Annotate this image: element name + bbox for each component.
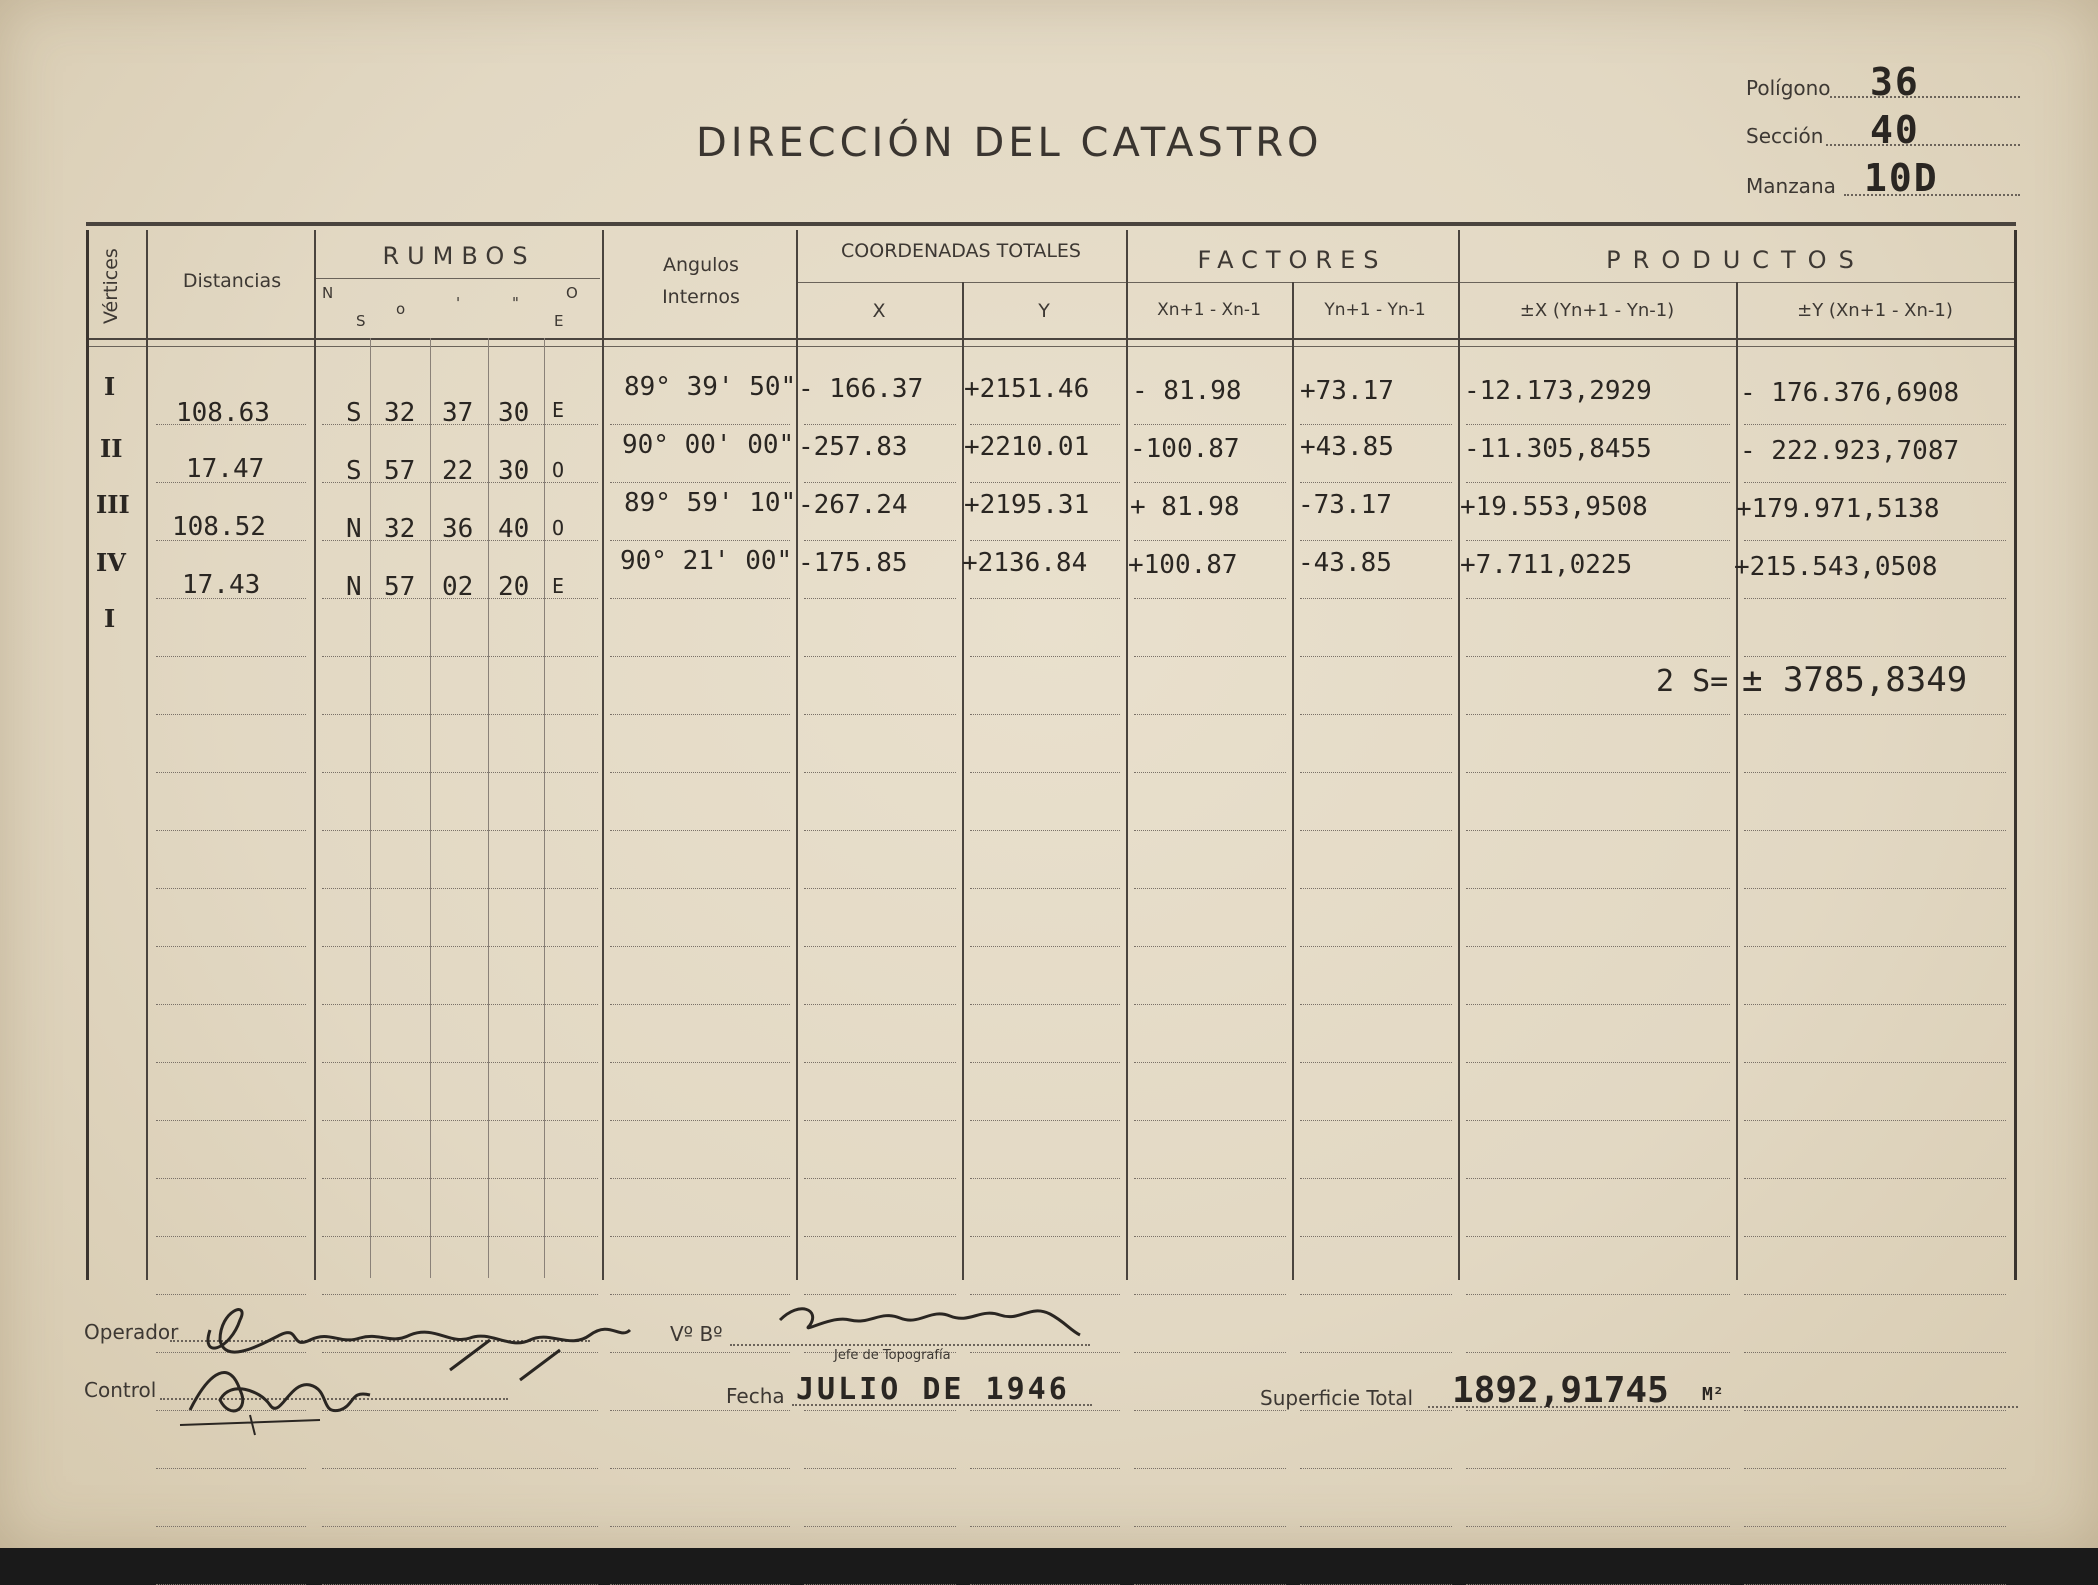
ruling-line: [804, 1004, 956, 1005]
ruling-line: [322, 482, 598, 483]
ruling-line: [1744, 888, 2006, 889]
ruling-line: [1466, 424, 1730, 425]
ruling-line: [610, 1178, 790, 1179]
ruling-line: [1300, 1468, 1452, 1469]
jefe-signature: [770, 1290, 1090, 1360]
row-4-px: +7.711,0225: [1460, 550, 1633, 580]
ruling-line: [1134, 714, 1286, 715]
ruling-line: [1134, 482, 1286, 483]
ruling-line: [1744, 656, 2006, 657]
sum-label: 2 S=: [1656, 664, 1729, 699]
ruling-line: [970, 1236, 1120, 1237]
ruling-line: [1134, 946, 1286, 947]
ruling-line: [1744, 1468, 2006, 1469]
ruling-line: [156, 482, 306, 483]
ruling-line: [1134, 540, 1286, 541]
header-distancias: Distancias: [182, 270, 282, 292]
ruling-line: [610, 1236, 790, 1237]
ruling-line: [1134, 1062, 1286, 1063]
ruling-line: [1134, 1468, 1286, 1469]
ruling-line: [970, 598, 1120, 599]
ruling-line: [1300, 830, 1452, 831]
operador-label: Operador: [84, 1320, 179, 1344]
header-bottom-line: [86, 338, 2016, 340]
ruling-line: [1134, 1352, 1286, 1353]
fecha-value: JULIO DE 1946: [796, 1372, 1070, 1407]
ruling-line: [804, 1236, 956, 1237]
ruling-line: [970, 888, 1120, 889]
header-coordenadas: COORDENADAS TOTALES: [841, 240, 1081, 262]
row-4-y: +2136.84: [962, 548, 1088, 578]
col-border-factores: [1458, 230, 1460, 1280]
rumbo-1-ns: S: [346, 398, 362, 428]
rumbo-3-min: 36: [442, 514, 474, 544]
ruling-line: [156, 1178, 306, 1179]
header-productos: PRODUCTOS: [1606, 246, 1866, 274]
ruling-line: [1466, 656, 1730, 657]
ruling-line: [1466, 946, 1730, 947]
ruling-line: [1466, 1352, 1730, 1353]
ruling-line: [1466, 540, 1730, 541]
ruling-line: [804, 540, 956, 541]
col-border-distancias: [314, 230, 316, 1280]
col-border-vertices: [146, 230, 148, 1280]
ruling-line: [610, 1468, 790, 1469]
ruling-line: [1300, 1294, 1452, 1295]
ruling-line: [322, 656, 598, 657]
row-3-px: +19.553,9508: [1460, 492, 1648, 522]
row-4-angle: 90° 21' 00": [620, 546, 793, 576]
ruling-line: [322, 714, 598, 715]
ruling-line: [1744, 714, 2006, 715]
col-border-coord: [1126, 230, 1128, 1280]
row-2-angle: 90° 00' 00": [622, 430, 795, 460]
row-1-py: - 176.376,6908: [1740, 378, 1960, 408]
ruling-line: [610, 946, 790, 947]
ruling-line: [970, 540, 1120, 541]
ruling-line: [1300, 1120, 1452, 1121]
rumbo-2-deg: 57: [384, 456, 416, 486]
ruling-line: [970, 482, 1120, 483]
ruling-line: [1300, 482, 1452, 483]
seccion-line: [1826, 144, 2020, 146]
ruling-line: [1744, 1004, 2006, 1005]
ruling-line: [322, 772, 598, 773]
header-coord-y: Y: [1038, 300, 1050, 322]
row-2-y: +2210.01: [964, 432, 1090, 462]
ruling-line: [804, 830, 956, 831]
ruling-line: [1466, 714, 1730, 715]
ruling-line: [1300, 1004, 1452, 1005]
seccion-label: Sección: [1746, 124, 1824, 148]
ruling-line: [610, 656, 790, 657]
ruling-line: [1134, 888, 1286, 889]
ruling-line: [322, 1526, 598, 1527]
ruling-line: [970, 1526, 1120, 1527]
ruling-line: [156, 946, 306, 947]
ruling-line: [1300, 772, 1452, 773]
row-2-px: -11.305,8455: [1464, 434, 1652, 464]
ruling-line: [804, 772, 956, 773]
ruling-line: [1466, 1294, 1730, 1295]
rumbo-1-deg: 32: [384, 398, 416, 428]
header-factor-x: Xn+1 - Xn-1: [1157, 300, 1261, 320]
ruling-line: [1134, 1526, 1286, 1527]
header-prod-x: ±X (Yn+1 - Yn-1): [1519, 300, 1675, 321]
col-border-right: [2014, 230, 2017, 1280]
rumbo-3-ns: N: [346, 514, 362, 544]
ruling-line: [970, 1468, 1120, 1469]
ruling-line: [1134, 1294, 1286, 1295]
ruling-line: [610, 772, 790, 773]
ruling-line: [1744, 482, 2006, 483]
ruling-line: [1134, 598, 1286, 599]
ruling-line: [1300, 424, 1452, 425]
distance-1: 108.63: [176, 398, 270, 428]
row-4-fx: +100.87: [1128, 550, 1238, 580]
sum-value: ± 3785,8349: [1742, 660, 1968, 700]
control-label: Control: [84, 1378, 157, 1402]
col-border-deg: [430, 338, 431, 1278]
ruling-line: [1744, 1062, 2006, 1063]
header-angulos-2: Internos: [662, 286, 740, 308]
ruling-line: [1300, 540, 1452, 541]
poligono-value: 36: [1870, 60, 1920, 104]
ruling-line: [156, 772, 306, 773]
ruling-line: [1300, 598, 1452, 599]
ruling-line: [1300, 946, 1452, 947]
ruling-line: [1300, 1178, 1452, 1179]
ruling-line: [1466, 830, 1730, 831]
ruling-line: [1300, 656, 1452, 657]
ruling-line: [610, 540, 790, 541]
ruling-line: [970, 424, 1120, 425]
rumbos-s: S: [356, 312, 366, 330]
ruling-line: [804, 424, 956, 425]
ruling-line: [322, 1062, 598, 1063]
rumbo-3-sec: 40: [498, 514, 530, 544]
row-1-x: - 166.37: [798, 374, 924, 404]
vertex-5: I: [104, 604, 116, 633]
ruling-line: [1134, 772, 1286, 773]
ruling-line: [156, 1120, 306, 1121]
ruling-line: [1134, 1236, 1286, 1237]
row-4-fy: -43.85: [1298, 548, 1392, 578]
ruling-line: [970, 946, 1120, 947]
ruling-line: [1744, 830, 2006, 831]
rumbo-3-oe: O: [552, 516, 565, 540]
ruling-line: [156, 1062, 306, 1063]
row-2-fx: -100.87: [1130, 434, 1240, 464]
control-signature: [170, 1350, 390, 1440]
ruling-line: [156, 598, 306, 599]
vobo-label: Vº Bº: [670, 1322, 723, 1346]
poligono-line: [1830, 96, 2020, 98]
ruling-line: [1466, 1178, 1730, 1179]
ruling-line: [322, 1236, 598, 1237]
ruling-line: [804, 1062, 956, 1063]
ruling-line: [970, 830, 1120, 831]
rumbo-4-sec: 20: [498, 572, 530, 602]
ruling-line: [970, 1004, 1120, 1005]
ruling-line: [156, 656, 306, 657]
ruling-line: [804, 888, 956, 889]
ruling-line: [1134, 656, 1286, 657]
ruling-line: [322, 888, 598, 889]
header-angulos-1: Angulos: [663, 254, 739, 276]
ruling-line: [1466, 1004, 1730, 1005]
row-1-px: -12.173,2929: [1464, 376, 1652, 406]
subheader-line: [796, 282, 2016, 283]
ruling-line: [1744, 540, 2006, 541]
ruling-line: [156, 714, 306, 715]
ruling-line: [322, 830, 598, 831]
ruling-line: [804, 1468, 956, 1469]
ruling-line: [1466, 1062, 1730, 1063]
rumbo-4-oe: E: [552, 574, 565, 598]
ruling-line: [804, 482, 956, 483]
ruling-line: [322, 598, 598, 599]
row-3-x: -267.24: [798, 490, 908, 520]
row-1-fy: +73.17: [1300, 376, 1394, 406]
ruling-line: [1134, 1120, 1286, 1121]
jefe-label: Jefe de Topografía: [834, 1348, 951, 1363]
row-3-fy: -73.17: [1298, 490, 1392, 520]
ruling-line: [322, 540, 598, 541]
ruling-line: [1466, 482, 1730, 483]
ruling-line: [1300, 1352, 1452, 1353]
row-1-y: +2151.46: [964, 374, 1090, 404]
ruling-line: [1744, 1120, 2006, 1121]
row-3-py: +179.971,5138: [1736, 494, 1940, 524]
header-rumbos: RUMBOS: [382, 242, 536, 270]
ruling-line: [156, 1236, 306, 1237]
distance-2: 17.47: [186, 454, 265, 484]
ruling-line: [1134, 1410, 1286, 1411]
ruling-line: [970, 1120, 1120, 1121]
distance-4: 17.43: [182, 570, 261, 600]
vertex-2: II: [100, 434, 123, 463]
ruling-line: [156, 540, 306, 541]
ruling-line: [1300, 1410, 1452, 1411]
ruling-line: [610, 1062, 790, 1063]
col-border-px: [1736, 282, 1738, 1280]
rumbos-o: O: [566, 284, 578, 302]
ruling-line: [1744, 424, 2006, 425]
seccion-value: 40: [1870, 108, 1920, 152]
rumbo-4-ns: N: [346, 572, 362, 602]
ruling-line: [804, 714, 956, 715]
ruling-line: [156, 1468, 306, 1469]
col-border-rumbos: [602, 230, 604, 1280]
ruling-line: [610, 1120, 790, 1121]
header-factor-y: Yn+1 - Yn-1: [1324, 300, 1426, 320]
rumbo-2-oe: O: [552, 458, 565, 482]
ruling-line: [1744, 598, 2006, 599]
header-vertices: Vértices: [100, 248, 122, 324]
ruling-line: [156, 424, 306, 425]
col-border-min: [488, 338, 489, 1278]
rumbo-1-sec: 30: [498, 398, 530, 428]
ruling-line: [970, 1178, 1120, 1179]
ruling-line: [804, 656, 956, 657]
poligono-label: Polígono: [1746, 76, 1831, 100]
ruling-line: [610, 830, 790, 831]
fecha-label: Fecha: [726, 1384, 785, 1408]
rumbos-sub-line: [316, 278, 600, 279]
row-3-y: +2195.31: [964, 490, 1090, 520]
ruling-line: [322, 1468, 598, 1469]
ruling-line: [1300, 888, 1452, 889]
rumbo-2-ns: S: [346, 456, 362, 486]
rumbo-3-deg: 32: [384, 514, 416, 544]
ruling-line: [1300, 714, 1452, 715]
distance-3: 108.52: [172, 512, 266, 542]
ruling-line: [610, 714, 790, 715]
rumbo-1-oe: E: [552, 398, 565, 422]
row-2-py: - 222.923,7087: [1740, 436, 1960, 466]
ruling-line: [322, 1178, 598, 1179]
header-prod-y: ±Y (Xn+1 - Xn-1): [1797, 300, 1953, 321]
ruling-line: [970, 772, 1120, 773]
rumbo-2-sec: 30: [498, 456, 530, 486]
manzana-value: 10D: [1864, 156, 1939, 200]
rumbo-1-min: 37: [442, 398, 474, 428]
vertex-1: I: [104, 372, 116, 401]
document-title: DIRECCIÓN DEL CATASTRO: [696, 120, 1323, 166]
ruling-line: [970, 714, 1120, 715]
ruling-line: [1744, 1236, 2006, 1237]
ruling-line: [610, 482, 790, 483]
ruling-line: [1466, 888, 1730, 889]
ruling-line: [804, 1526, 956, 1527]
ruling-line: [1466, 1468, 1730, 1469]
ruling-line: [1134, 424, 1286, 425]
ruling-line: [1466, 1526, 1730, 1527]
row-3-angle: 89° 59' 10": [624, 488, 797, 518]
ruling-line: [970, 1062, 1120, 1063]
ruling-line: [156, 1526, 306, 1527]
ruling-line: [1744, 946, 2006, 947]
ruling-line: [610, 888, 790, 889]
ruling-line: [1300, 1236, 1452, 1237]
ruling-line: [1134, 1004, 1286, 1005]
ruling-line: [804, 598, 956, 599]
ruling-line: [1744, 1352, 2006, 1353]
ruling-line: [1300, 1062, 1452, 1063]
header-double-line: [86, 346, 2016, 347]
col-border-fx: [1292, 282, 1294, 1280]
ruling-line: [1466, 772, 1730, 773]
ruling-line: [1134, 1178, 1286, 1179]
row-2-fy: +43.85: [1300, 432, 1394, 462]
rumbos-e: E: [554, 312, 564, 330]
col-border-ns: [370, 338, 371, 1278]
col-border-sec: [544, 338, 545, 1278]
rumbo-4-deg: 57: [384, 572, 416, 602]
ruling-line: [610, 1004, 790, 1005]
ruling-line: [804, 946, 956, 947]
ruling-line: [610, 598, 790, 599]
ruling-line: [970, 1410, 1120, 1411]
ruling-line: [610, 1526, 790, 1527]
ruling-line: [156, 888, 306, 889]
ruling-line: [322, 1004, 598, 1005]
row-4-x: -175.85: [798, 548, 908, 578]
header-coord-x: X: [872, 300, 886, 322]
ruling-line: [322, 424, 598, 425]
manzana-label: Manzana: [1746, 174, 1836, 198]
ruling-line: [1466, 598, 1730, 599]
ruling-line: [322, 1120, 598, 1121]
ruling-line: [1744, 1178, 2006, 1179]
ruling-line: [610, 424, 790, 425]
ruling-line: [1466, 1236, 1730, 1237]
ruling-line: [1300, 1526, 1452, 1527]
vertex-4: IV: [96, 548, 126, 577]
ruling-line: [156, 830, 306, 831]
ruling-line: [1466, 1120, 1730, 1121]
row-1-angle: 89° 39' 50": [624, 372, 797, 402]
superficie-label: Superficie Total: [1260, 1386, 1414, 1410]
row-3-fx: + 81.98: [1130, 492, 1240, 522]
ruling-line: [804, 1120, 956, 1121]
row-1-fx: - 81.98: [1132, 376, 1242, 406]
rumbos-min: ': [456, 294, 461, 312]
rumbo-2-min: 22: [442, 456, 474, 486]
row-2-x: -257.83: [798, 432, 908, 462]
rumbos-deg: o: [396, 300, 406, 318]
rumbos-sec: ": [512, 294, 519, 312]
row-4-py: +215.543,0508: [1734, 552, 1938, 582]
ruling-line: [804, 1178, 956, 1179]
ruling-line: [1744, 1294, 2006, 1295]
vertex-3: III: [96, 490, 130, 519]
ruling-line: [1134, 830, 1286, 831]
ruling-line: [322, 946, 598, 947]
ruling-line: [1744, 1410, 2006, 1411]
superficie-value: 1892,91745: [1452, 1370, 1669, 1411]
ruling-line: [804, 1410, 956, 1411]
ruling-line: [156, 1004, 306, 1005]
ruling-line: [1744, 772, 2006, 773]
superficie-unit: M²: [1702, 1384, 1724, 1405]
rumbos-n: N: [322, 284, 334, 302]
rumbo-4-min: 02: [442, 572, 474, 602]
col-border-left: [86, 230, 89, 1280]
header-factores: FACTORES: [1197, 246, 1387, 274]
ruling-line: [1744, 1526, 2006, 1527]
ruling-line: [970, 656, 1120, 657]
